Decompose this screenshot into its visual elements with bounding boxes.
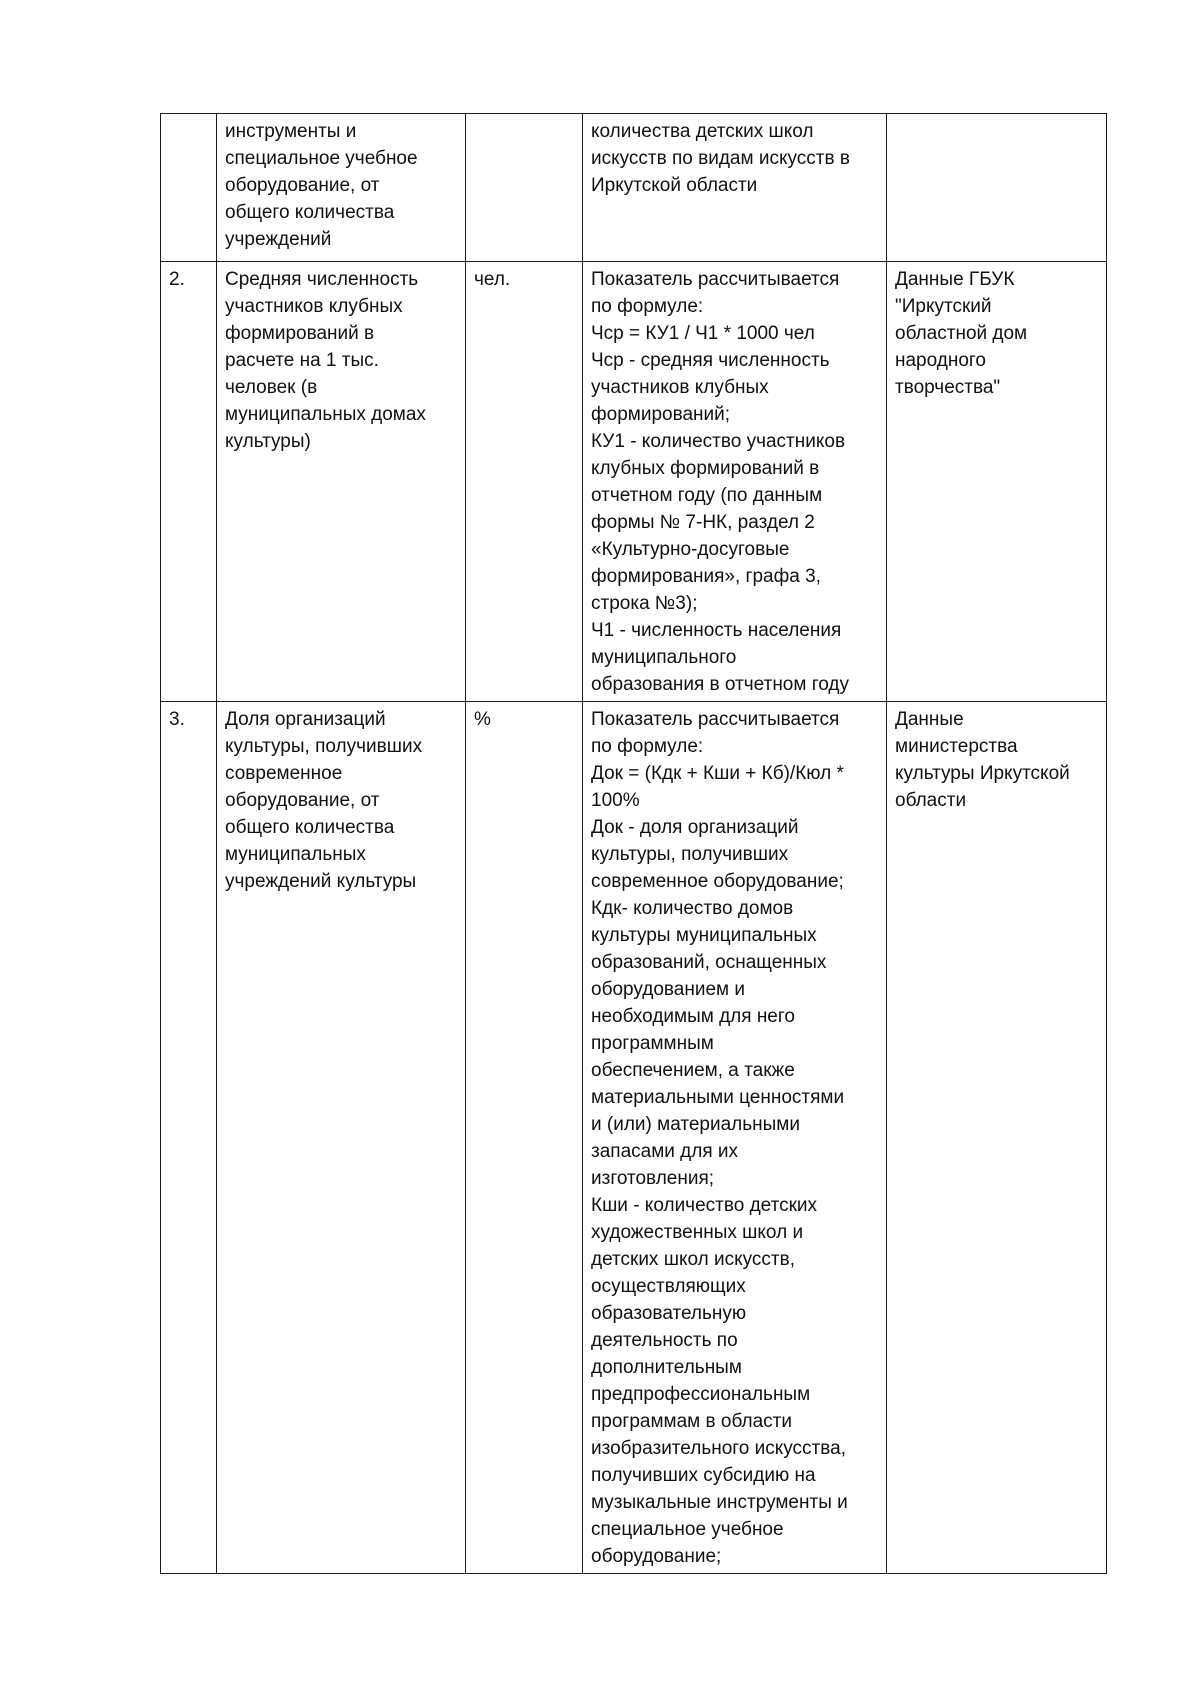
indicator-name-line: участников клубных xyxy=(225,296,403,317)
data-source-line: областной дом xyxy=(895,323,1028,344)
calculation-method-cell xyxy=(583,702,887,1574)
indicator-name-line: инструменты и xyxy=(225,121,357,142)
calculation-method-line: и (или) материальными xyxy=(591,1114,800,1135)
unit-cell xyxy=(466,114,583,262)
indicator-name-line: формирований в xyxy=(225,323,375,344)
data-source-line: творчества" xyxy=(895,377,1001,398)
calculation-method-line: музыкальные инструменты и xyxy=(591,1492,848,1513)
calculation-method-line: получивших субсидию на xyxy=(591,1465,816,1486)
indicator-name-line: Доля организаций xyxy=(225,709,386,730)
data-source-cell xyxy=(887,702,1107,1574)
indicator-name-line: современное xyxy=(225,763,343,784)
indicator-name-cell xyxy=(217,702,466,1574)
indicator-name-line: культуры, получивших xyxy=(225,736,423,757)
calculation-method-line: «Культурно-досуговые xyxy=(591,539,790,560)
indicator-name-line: Средняя численность xyxy=(225,269,419,290)
calculation-method-line: современное оборудование; xyxy=(591,871,844,892)
row-number-cell: 2. xyxy=(161,262,217,702)
calculation-method-line: осуществляющих xyxy=(591,1276,746,1297)
calculation-method-line: отчетном году (по данным xyxy=(591,485,823,506)
calculation-method-line: Чср = КУ1 / Ч1 * 1000 чел xyxy=(591,323,815,344)
calculation-method-line: оборудованием и xyxy=(591,979,745,1000)
table-row xyxy=(161,262,1107,702)
calculation-method-line: клубных формирований в xyxy=(591,458,820,479)
indicator-name-line: учреждений культуры xyxy=(225,871,417,892)
unit-cell: чел. xyxy=(466,262,583,702)
calculation-method-line: участников клубных xyxy=(591,377,769,398)
data-source-line: "Иркутский xyxy=(895,296,992,317)
data-source-line: Данные ГБУК xyxy=(895,269,1015,290)
calculation-method-line: деятельность по xyxy=(591,1330,738,1351)
calculation-method-line: по формуле: xyxy=(591,296,704,317)
calculation-method-line: искусств по видам искусств в xyxy=(591,148,850,169)
indicator-name-line: общего количества xyxy=(225,202,395,223)
calculation-method-line: дополнительным xyxy=(591,1357,742,1378)
calculation-method-line: формы № 7-НК, раздел 2 xyxy=(591,512,815,533)
data-source-line: министерства xyxy=(895,736,1018,757)
calculation-method-cell xyxy=(583,114,887,262)
calculation-method-line: оборудование; xyxy=(591,1546,722,1567)
calculation-method-line: детских школ искусств, xyxy=(591,1249,795,1270)
calculation-method-line: Иркутской области xyxy=(591,175,758,196)
calculation-method-line: программным xyxy=(591,1033,714,1054)
data-source-line: народного xyxy=(895,350,987,371)
data-source-cell xyxy=(887,262,1107,702)
indicator-name-line: расчете на 1 тыс. xyxy=(225,350,379,371)
calculation-method-line: культуры муниципальных xyxy=(591,925,817,946)
calculation-method-line: программам в области xyxy=(591,1411,792,1432)
table-row xyxy=(161,702,1107,1574)
calculation-method-cell xyxy=(583,262,887,702)
data-source-cell xyxy=(887,114,1107,262)
row-number-cell: 3. xyxy=(161,702,217,1574)
indicator-name-line: человек (в xyxy=(225,377,318,398)
calculation-method-line: Док = (Кдк + Кши + Кб)/Кюл * xyxy=(591,763,844,784)
calculation-method-line: строка №3); xyxy=(591,593,698,614)
data-source-line: области xyxy=(895,790,967,811)
indicator-name-line: муниципальных домах xyxy=(225,404,426,425)
row-number-cell xyxy=(161,114,217,262)
calculation-method-line: Кши - количество детских xyxy=(591,1195,818,1216)
calculation-method-line: формирований; xyxy=(591,404,731,425)
calculation-method-line: муниципального xyxy=(591,647,737,668)
calculation-method-line: Кдк- количество домов xyxy=(591,898,794,919)
calculation-method-line: художественных школ и xyxy=(591,1222,804,1243)
data-source-line: культуры Иркутской xyxy=(895,763,1070,784)
calculation-method-line: специальное учебное xyxy=(591,1519,784,1540)
data-source-line: Данные xyxy=(895,709,964,730)
indicator-name-cell xyxy=(217,262,466,702)
indicator-name-line: общего количества xyxy=(225,817,395,838)
calculation-method-line: Показатель рассчитывается xyxy=(591,269,840,290)
calculation-method-line: Ч1 - численность населения xyxy=(591,620,842,641)
calculation-method-line: Док - доля организаций xyxy=(591,817,799,838)
indicator-name-line: культуры) xyxy=(225,431,311,452)
unit-cell: % xyxy=(466,702,583,1574)
calculation-method-line: Чср - средняя численность xyxy=(591,350,830,371)
calculation-method-line: культуры, получивших xyxy=(591,844,789,865)
indicator-name-line: оборудование, от xyxy=(225,175,380,196)
indicators-table-body xyxy=(161,114,1107,1574)
calculation-method-line: материальными ценностями xyxy=(591,1087,845,1108)
calculation-method-line: 100% xyxy=(591,790,640,811)
indicators-table xyxy=(160,113,1107,1574)
indicator-name-cell xyxy=(217,114,466,262)
calculation-method-line: изобразительного искусства, xyxy=(591,1438,846,1459)
calculation-method-line: КУ1 - количество участников xyxy=(591,431,846,452)
calculation-method-line: предпрофессиональным xyxy=(591,1384,811,1405)
calculation-method-line: обеспечением, а также xyxy=(591,1060,795,1081)
indicator-name-line: оборудование, от xyxy=(225,790,380,811)
calculation-method-line: формирования», графа 3, xyxy=(591,566,821,587)
calculation-method-line: запасами для их xyxy=(591,1141,739,1162)
calculation-method-line: количества детских школ xyxy=(591,121,814,142)
calculation-method-line: по формуле: xyxy=(591,736,704,757)
calculation-method-line: образовательную xyxy=(591,1303,747,1324)
calculation-method-line: образований, оснащенных xyxy=(591,952,827,973)
indicator-name-line: специальное учебное xyxy=(225,148,418,169)
table-row xyxy=(161,114,1107,262)
indicator-name-line: муниципальных xyxy=(225,844,366,865)
calculation-method-line: образования в отчетном году xyxy=(591,674,849,695)
calculation-method-line: изготовления; xyxy=(591,1168,715,1189)
calculation-method-line: необходимым для него xyxy=(591,1006,795,1027)
calculation-method-line: Показатель рассчитывается xyxy=(591,709,840,730)
indicator-name-line: учреждений xyxy=(225,229,332,250)
